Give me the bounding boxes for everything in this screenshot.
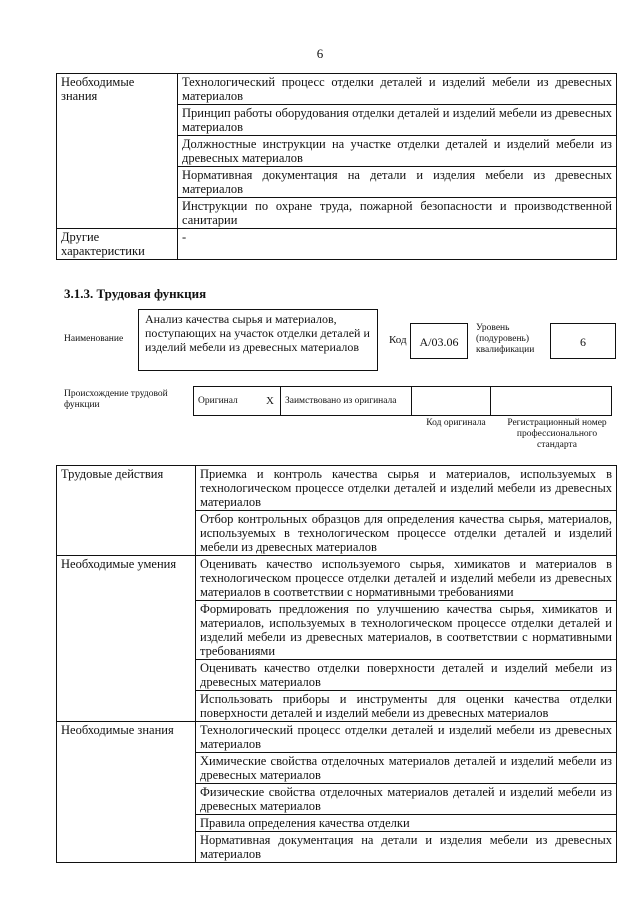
table-cell: Отбор контрольных образцов для определения качества сырья, материалов, используемых в технологическом процессе отделки деталей и изделий мебели из древесных материалов [196,511,617,556]
original-label: Оригинал [194,387,261,416]
row-label: Трудовые действия [57,466,196,556]
labor-function-table [56,465,617,863]
reg-number-label: Регистрационный номер профессионального стандарта [507,418,607,450]
table-cell: Должностные инструкции на участке отделки деталей и изделий мебели из древесных материалов [178,136,617,167]
row-label: Необходимые знания [57,74,178,229]
table-cell: Принцип работы оборудования отделки деталей и изделий мебели из древесных материалов [178,105,617,136]
section-heading: 3.1.3. Трудовая функция [64,286,207,301]
code-field: А/03.06 [410,323,468,359]
table-cell: Приемка и контроль качества сырья и материалов, используемых в технологическом процессе отделки деталей и изделий мебели из древесных материалов [196,466,617,511]
row-label: Необходимые знания [57,722,196,863]
table-cell: Формировать предложения по улучшению качества сырья, химикатов и материалов, используемых в технологическом процессе отделки деталей и изделий мебели из древесных материалов, в соответствии с нормативными требованиями [196,601,617,660]
origin-table [193,386,612,416]
table-cell: Инструкции по охране труда, пожарной безопасности и производственной санитарии [178,198,617,229]
function-name-field: Анализ качества сырья и материалов, поступающих на участок отделки деталей и изделий мебели из древесных материалов [138,309,378,371]
table-cell: - [178,229,617,260]
table-cell: Технологический процесс отделки деталей и изделий мебели из древесных материалов [178,74,617,105]
origin-label: Происхождение трудовой функции [64,389,168,410]
table-cell: Оценивать качество отделки поверхности деталей и изделий мебели из древесных материалов [196,660,617,691]
table-cell: Оценивать качество используемого сырья, химикатов и материалов в технологическом процессе отделки деталей и изделий мебели из древесных материалов в соответствии с нормативными требованиями [196,556,617,601]
reg-number-cell [491,387,612,416]
table-cell: Физические свойства отделочных материалов деталей и изделий мебели из древесных материалов [196,784,617,815]
row-label: Необходимые умения [57,556,196,722]
table-cell: Правила определения качества отделки [196,815,617,832]
code-original-label: Код оригинала [426,418,486,428]
table-cell: Использовать приборы и инструменты для оценки качества отделки поверхности деталей и изделий мебели из древесных материалов [196,691,617,722]
name-label: Наименование [64,334,124,344]
table-cell: Нормативная документация на детали и изделия мебели из древесных материалов [196,832,617,863]
level-field: 6 [550,323,616,359]
table-cell: Технологический процесс отделки деталей и изделий мебели из древесных материалов [196,722,617,753]
original-mark: X [260,387,281,416]
borrowed-label: Заимствовано из оригинала [281,387,412,416]
table-cell: Химические свойства отделочных материалов деталей и изделий мебели из древесных материалов [196,753,617,784]
table-cell: Нормативная документация на детали и изделия мебели из древесных материалов [178,167,617,198]
page-number: 6 [316,46,324,61]
code-label: Код [389,334,407,346]
knowledge-table-continued [56,73,617,260]
row-label: Другие характеристики [57,229,178,260]
code-original-cell [412,387,491,416]
level-label: Уровень (подуровень) квалификации [476,323,535,355]
